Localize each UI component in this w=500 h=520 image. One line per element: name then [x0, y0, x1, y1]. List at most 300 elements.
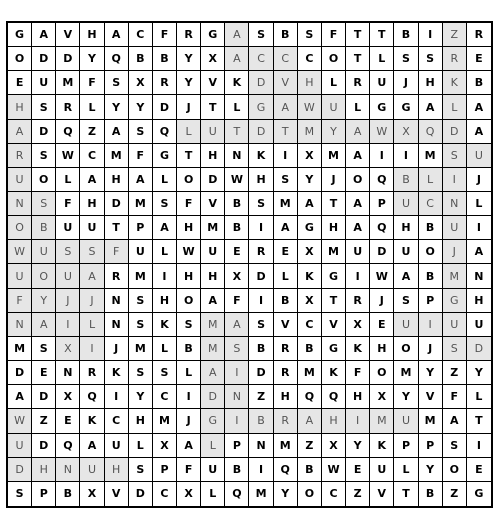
grid-cell[interactable]: S: [32, 337, 56, 361]
grid-cell[interactable]: E: [467, 47, 491, 71]
grid-cell[interactable]: E: [467, 458, 491, 482]
grid-cell[interactable]: Y: [177, 71, 201, 95]
grid-cell[interactable]: X: [298, 289, 322, 313]
grid-cell[interactable]: L: [225, 95, 249, 119]
grid-cell[interactable]: S: [8, 482, 32, 506]
grid-cell[interactable]: C: [298, 313, 322, 337]
grid-cell[interactable]: E: [274, 240, 298, 264]
grid-cell[interactable]: B: [298, 337, 322, 361]
grid-cell[interactable]: D: [201, 385, 225, 409]
grid-cell[interactable]: W: [8, 409, 32, 433]
grid-cell[interactable]: A: [105, 23, 129, 47]
grid-cell[interactable]: A: [274, 95, 298, 119]
grid-cell[interactable]: Z: [298, 434, 322, 458]
grid-cell[interactable]: A: [129, 168, 153, 192]
grid-cell[interactable]: R: [153, 71, 177, 95]
grid-cell[interactable]: O: [346, 168, 370, 192]
grid-cell[interactable]: H: [8, 95, 32, 119]
grid-cell[interactable]: X: [298, 240, 322, 264]
grid-cell[interactable]: B: [249, 409, 273, 433]
grid-cell[interactable]: I: [249, 289, 273, 313]
grid-cell[interactable]: U: [32, 71, 56, 95]
grid-cell[interactable]: V: [201, 71, 225, 95]
grid-cell[interactable]: K: [346, 337, 370, 361]
grid-cell[interactable]: E: [8, 71, 32, 95]
grid-cell[interactable]: A: [346, 120, 370, 144]
grid-cell[interactable]: P: [419, 289, 443, 313]
grid-cell[interactable]: S: [225, 337, 249, 361]
grid-cell[interactable]: F: [322, 23, 346, 47]
grid-cell[interactable]: J: [322, 168, 346, 192]
grid-cell[interactable]: N: [105, 289, 129, 313]
grid-cell[interactable]: B: [153, 47, 177, 71]
grid-cell[interactable]: D: [8, 458, 32, 482]
grid-cell[interactable]: Y: [394, 385, 418, 409]
grid-cell[interactable]: S: [153, 192, 177, 216]
grid-cell[interactable]: S: [129, 361, 153, 385]
grid-cell[interactable]: N: [249, 434, 273, 458]
grid-cell[interactable]: Z: [80, 120, 104, 144]
grid-cell[interactable]: H: [370, 337, 394, 361]
grid-cell[interactable]: A: [225, 47, 249, 71]
grid-cell[interactable]: U: [8, 168, 32, 192]
grid-cell[interactable]: R: [8, 144, 32, 168]
grid-cell[interactable]: Y: [80, 47, 104, 71]
grid-cell[interactable]: Z: [443, 482, 467, 506]
grid-cell[interactable]: U: [32, 240, 56, 264]
grid-cell[interactable]: S: [129, 458, 153, 482]
grid-cell[interactable]: O: [32, 264, 56, 288]
grid-cell[interactable]: T: [346, 23, 370, 47]
grid-cell[interactable]: I: [467, 434, 491, 458]
grid-cell[interactable]: G: [322, 264, 346, 288]
grid-cell[interactable]: M: [370, 409, 394, 433]
grid-cell[interactable]: Q: [370, 216, 394, 240]
grid-cell[interactable]: O: [419, 240, 443, 264]
grid-cell[interactable]: N: [8, 313, 32, 337]
grid-cell[interactable]: G: [249, 95, 273, 119]
grid-cell[interactable]: O: [32, 168, 56, 192]
grid-cell[interactable]: O: [443, 458, 467, 482]
grid-cell[interactable]: U: [467, 144, 491, 168]
grid-cell[interactable]: O: [322, 47, 346, 71]
grid-cell[interactable]: U: [322, 95, 346, 119]
grid-cell[interactable]: M: [419, 144, 443, 168]
grid-cell[interactable]: P: [394, 434, 418, 458]
grid-cell[interactable]: P: [129, 216, 153, 240]
grid-cell[interactable]: M: [153, 409, 177, 433]
grid-cell[interactable]: B: [467, 71, 491, 95]
grid-cell[interactable]: I: [346, 264, 370, 288]
grid-cell[interactable]: O: [8, 216, 32, 240]
grid-cell[interactable]: B: [225, 192, 249, 216]
grid-cell[interactable]: A: [443, 409, 467, 433]
grid-cell[interactable]: C: [105, 409, 129, 433]
grid-cell[interactable]: T: [201, 95, 225, 119]
grid-cell[interactable]: W: [322, 458, 346, 482]
grid-cell[interactable]: S: [394, 47, 418, 71]
grid-cell[interactable]: L: [177, 361, 201, 385]
grid-cell[interactable]: P: [225, 434, 249, 458]
grid-cell[interactable]: X: [322, 434, 346, 458]
grid-cell[interactable]: R: [346, 289, 370, 313]
grid-cell[interactable]: L: [80, 95, 104, 119]
grid-cell[interactable]: G: [8, 23, 32, 47]
grid-cell[interactable]: B: [32, 216, 56, 240]
grid-cell[interactable]: L: [153, 240, 177, 264]
grid-cell[interactable]: W: [298, 95, 322, 119]
grid-cell[interactable]: Q: [105, 47, 129, 71]
grid-cell[interactable]: O: [177, 168, 201, 192]
grid-cell[interactable]: O: [8, 47, 32, 71]
grid-cell[interactable]: I: [274, 144, 298, 168]
grid-cell[interactable]: U: [105, 434, 129, 458]
grid-cell[interactable]: L: [153, 168, 177, 192]
grid-cell[interactable]: D: [32, 120, 56, 144]
grid-cell[interactable]: M: [298, 120, 322, 144]
grid-cell[interactable]: M: [322, 144, 346, 168]
grid-cell[interactable]: D: [370, 240, 394, 264]
grid-cell[interactable]: N: [225, 385, 249, 409]
grid-cell[interactable]: O: [370, 361, 394, 385]
grid-cell[interactable]: N: [8, 192, 32, 216]
grid-cell[interactable]: X: [394, 120, 418, 144]
grid-cell[interactable]: L: [467, 385, 491, 409]
grid-cell[interactable]: K: [322, 361, 346, 385]
grid-cell[interactable]: M: [201, 216, 225, 240]
grid-cell[interactable]: U: [443, 216, 467, 240]
grid-cell[interactable]: T: [322, 192, 346, 216]
grid-cell[interactable]: W: [370, 120, 394, 144]
grid-cell[interactable]: M: [419, 409, 443, 433]
grid-cell[interactable]: B: [419, 216, 443, 240]
grid-cell[interactable]: R: [346, 71, 370, 95]
grid-cell[interactable]: E: [370, 313, 394, 337]
grid-cell[interactable]: Y: [129, 385, 153, 409]
grid-cell[interactable]: A: [80, 168, 104, 192]
grid-cell[interactable]: H: [153, 289, 177, 313]
grid-cell[interactable]: S: [105, 71, 129, 95]
grid-cell[interactable]: H: [129, 409, 153, 433]
grid-cell[interactable]: S: [274, 168, 298, 192]
grid-cell[interactable]: Q: [225, 482, 249, 506]
grid-cell[interactable]: L: [274, 264, 298, 288]
grid-cell[interactable]: I: [394, 144, 418, 168]
grid-cell[interactable]: U: [467, 313, 491, 337]
grid-cell[interactable]: J: [419, 337, 443, 361]
grid-cell[interactable]: X: [298, 144, 322, 168]
grid-cell[interactable]: U: [346, 240, 370, 264]
grid-cell[interactable]: B: [56, 482, 80, 506]
grid-cell[interactable]: U: [370, 458, 394, 482]
grid-cell[interactable]: G: [370, 95, 394, 119]
grid-cell[interactable]: A: [419, 95, 443, 119]
grid-cell[interactable]: O: [298, 482, 322, 506]
grid-cell[interactable]: B: [249, 337, 273, 361]
grid-cell[interactable]: A: [32, 313, 56, 337]
grid-cell[interactable]: Y: [177, 47, 201, 71]
grid-cell[interactable]: L: [467, 192, 491, 216]
grid-cell[interactable]: W: [177, 240, 201, 264]
grid-cell[interactable]: V: [56, 23, 80, 47]
grid-cell[interactable]: J: [394, 71, 418, 95]
grid-cell[interactable]: Y: [32, 289, 56, 313]
grid-cell[interactable]: X: [370, 385, 394, 409]
grid-cell[interactable]: S: [249, 192, 273, 216]
grid-cell[interactable]: Q: [370, 168, 394, 192]
grid-cell[interactable]: F: [105, 240, 129, 264]
grid-cell[interactable]: A: [394, 264, 418, 288]
grid-cell[interactable]: O: [394, 337, 418, 361]
grid-cell[interactable]: N: [56, 458, 80, 482]
grid-cell[interactable]: E: [32, 361, 56, 385]
grid-cell[interactable]: D: [32, 385, 56, 409]
grid-cell[interactable]: F: [177, 192, 201, 216]
grid-cell[interactable]: F: [346, 361, 370, 385]
grid-cell[interactable]: S: [443, 144, 467, 168]
grid-cell[interactable]: G: [322, 337, 346, 361]
grid-cell[interactable]: H: [105, 168, 129, 192]
grid-cell[interactable]: H: [177, 216, 201, 240]
grid-cell[interactable]: Y: [105, 95, 129, 119]
grid-cell[interactable]: B: [298, 458, 322, 482]
grid-cell[interactable]: I: [419, 313, 443, 337]
grid-cell[interactable]: M: [394, 361, 418, 385]
grid-cell[interactable]: I: [370, 144, 394, 168]
grid-cell[interactable]: I: [249, 216, 273, 240]
grid-cell[interactable]: S: [443, 434, 467, 458]
grid-cell[interactable]: S: [32, 95, 56, 119]
grid-cell[interactable]: S: [177, 313, 201, 337]
grid-cell[interactable]: D: [32, 47, 56, 71]
grid-cell[interactable]: M: [322, 240, 346, 264]
grid-cell[interactable]: T: [105, 216, 129, 240]
grid-cell[interactable]: N: [56, 361, 80, 385]
grid-cell[interactable]: V: [105, 482, 129, 506]
grid-cell[interactable]: W: [370, 264, 394, 288]
grid-cell[interactable]: B: [274, 289, 298, 313]
grid-cell[interactable]: B: [225, 458, 249, 482]
grid-cell[interactable]: K: [80, 409, 104, 433]
grid-cell[interactable]: A: [298, 409, 322, 433]
grid-cell[interactable]: A: [8, 120, 32, 144]
grid-cell[interactable]: I: [346, 409, 370, 433]
grid-cell[interactable]: V: [370, 482, 394, 506]
grid-cell[interactable]: L: [346, 95, 370, 119]
grid-cell[interactable]: I: [443, 168, 467, 192]
grid-cell[interactable]: X: [346, 313, 370, 337]
grid-cell[interactable]: Z: [443, 23, 467, 47]
grid-cell[interactable]: V: [274, 313, 298, 337]
grid-cell[interactable]: S: [249, 313, 273, 337]
grid-cell[interactable]: A: [298, 192, 322, 216]
grid-cell[interactable]: E: [346, 458, 370, 482]
grid-cell[interactable]: A: [80, 434, 104, 458]
grid-cell[interactable]: L: [370, 47, 394, 71]
grid-cell[interactable]: D: [249, 71, 273, 95]
grid-cell[interactable]: B: [274, 23, 298, 47]
grid-cell[interactable]: F: [153, 23, 177, 47]
grid-cell[interactable]: M: [298, 361, 322, 385]
grid-cell[interactable]: D: [8, 361, 32, 385]
grid-cell[interactable]: H: [322, 409, 346, 433]
grid-cell[interactable]: D: [32, 434, 56, 458]
grid-cell[interactable]: O: [177, 289, 201, 313]
grid-cell[interactable]: S: [80, 240, 104, 264]
grid-cell[interactable]: S: [298, 23, 322, 47]
grid-cell[interactable]: V: [419, 385, 443, 409]
grid-cell[interactable]: Q: [56, 120, 80, 144]
grid-cell[interactable]: I: [419, 23, 443, 47]
grid-cell[interactable]: R: [274, 409, 298, 433]
grid-cell[interactable]: H: [105, 458, 129, 482]
grid-cell[interactable]: L: [129, 434, 153, 458]
grid-cell[interactable]: A: [153, 216, 177, 240]
grid-cell[interactable]: W: [225, 168, 249, 192]
grid-cell[interactable]: Z: [443, 361, 467, 385]
grid-cell[interactable]: T: [467, 409, 491, 433]
grid-cell[interactable]: U: [201, 240, 225, 264]
grid-cell[interactable]: U: [129, 240, 153, 264]
grid-cell[interactable]: U: [394, 409, 418, 433]
grid-cell[interactable]: K: [225, 71, 249, 95]
grid-cell[interactable]: X: [56, 385, 80, 409]
grid-cell[interactable]: T: [225, 120, 249, 144]
grid-cell[interactable]: D: [467, 337, 491, 361]
grid-cell[interactable]: L: [177, 120, 201, 144]
grid-cell[interactable]: M: [56, 71, 80, 95]
grid-cell[interactable]: I: [249, 458, 273, 482]
grid-cell[interactable]: T: [322, 289, 346, 313]
grid-cell[interactable]: X: [177, 482, 201, 506]
grid-cell[interactable]: F: [177, 458, 201, 482]
grid-cell[interactable]: H: [177, 264, 201, 288]
grid-cell[interactable]: K: [105, 361, 129, 385]
grid-cell[interactable]: D: [249, 264, 273, 288]
grid-cell[interactable]: V: [201, 192, 225, 216]
grid-cell[interactable]: C: [153, 482, 177, 506]
grid-cell[interactable]: L: [322, 71, 346, 95]
grid-cell[interactable]: D: [201, 168, 225, 192]
grid-cell[interactable]: Z: [32, 409, 56, 433]
grid-cell[interactable]: F: [129, 144, 153, 168]
grid-cell[interactable]: J: [467, 168, 491, 192]
grid-cell[interactable]: A: [201, 289, 225, 313]
grid-cell[interactable]: X: [129, 71, 153, 95]
grid-cell[interactable]: T: [346, 47, 370, 71]
grid-cell[interactable]: Y: [298, 168, 322, 192]
grid-cell[interactable]: A: [8, 385, 32, 409]
grid-cell[interactable]: B: [129, 47, 153, 71]
grid-cell[interactable]: A: [225, 313, 249, 337]
grid-cell[interactable]: R: [80, 361, 104, 385]
grid-cell[interactable]: W: [8, 240, 32, 264]
grid-cell[interactable]: P: [370, 192, 394, 216]
grid-cell[interactable]: K: [443, 71, 467, 95]
grid-cell[interactable]: Y: [129, 95, 153, 119]
grid-cell[interactable]: G: [298, 216, 322, 240]
grid-cell[interactable]: S: [32, 144, 56, 168]
grid-cell[interactable]: I: [153, 264, 177, 288]
grid-cell[interactable]: D: [249, 120, 273, 144]
grid-cell[interactable]: F: [80, 71, 104, 95]
grid-cell[interactable]: U: [8, 434, 32, 458]
grid-cell[interactable]: L: [80, 313, 104, 337]
grid-cell[interactable]: N: [225, 144, 249, 168]
grid-cell[interactable]: B: [394, 168, 418, 192]
grid-cell[interactable]: G: [394, 95, 418, 119]
grid-cell[interactable]: C: [274, 47, 298, 71]
grid-cell[interactable]: C: [322, 482, 346, 506]
grid-cell[interactable]: X: [80, 482, 104, 506]
grid-cell[interactable]: M: [201, 313, 225, 337]
grid-cell[interactable]: V: [322, 313, 346, 337]
grid-cell[interactable]: I: [56, 313, 80, 337]
grid-cell[interactable]: U: [443, 313, 467, 337]
grid-cell[interactable]: C: [419, 192, 443, 216]
grid-cell[interactable]: U: [201, 120, 225, 144]
grid-cell[interactable]: A: [467, 95, 491, 119]
grid-cell[interactable]: I: [80, 337, 104, 361]
grid-cell[interactable]: A: [346, 216, 370, 240]
grid-cell[interactable]: Y: [274, 482, 298, 506]
grid-cell[interactable]: F: [56, 192, 80, 216]
grid-cell[interactable]: C: [129, 23, 153, 47]
grid-cell[interactable]: T: [370, 23, 394, 47]
grid-cell[interactable]: U: [56, 216, 80, 240]
grid-cell[interactable]: I: [177, 385, 201, 409]
grid-cell[interactable]: U: [8, 264, 32, 288]
grid-cell[interactable]: Q: [80, 385, 104, 409]
grid-cell[interactable]: W: [56, 144, 80, 168]
grid-cell[interactable]: P: [32, 482, 56, 506]
grid-cell[interactable]: H: [80, 23, 104, 47]
grid-cell[interactable]: A: [177, 434, 201, 458]
grid-cell[interactable]: E: [56, 409, 80, 433]
grid-cell[interactable]: Q: [153, 120, 177, 144]
grid-cell[interactable]: B: [419, 264, 443, 288]
grid-cell[interactable]: A: [80, 264, 104, 288]
grid-cell[interactable]: H: [419, 71, 443, 95]
grid-cell[interactable]: H: [298, 71, 322, 95]
grid-cell[interactable]: G: [443, 289, 467, 313]
grid-cell[interactable]: Q: [419, 120, 443, 144]
grid-cell[interactable]: U: [370, 71, 394, 95]
grid-cell[interactable]: U: [80, 216, 104, 240]
grid-cell[interactable]: U: [201, 458, 225, 482]
grid-cell[interactable]: T: [394, 482, 418, 506]
grid-cell[interactable]: G: [153, 144, 177, 168]
grid-cell[interactable]: L: [201, 482, 225, 506]
grid-cell[interactable]: Q: [298, 385, 322, 409]
grid-cell[interactable]: J: [105, 337, 129, 361]
grid-cell[interactable]: R: [177, 23, 201, 47]
grid-cell[interactable]: H: [322, 216, 346, 240]
grid-cell[interactable]: L: [419, 168, 443, 192]
grid-cell[interactable]: G: [201, 23, 225, 47]
grid-cell[interactable]: Y: [346, 434, 370, 458]
grid-cell[interactable]: X: [225, 264, 249, 288]
grid-cell[interactable]: M: [274, 434, 298, 458]
grid-cell[interactable]: A: [467, 120, 491, 144]
grid-cell[interactable]: R: [274, 337, 298, 361]
grid-cell[interactable]: E: [225, 240, 249, 264]
grid-cell[interactable]: U: [56, 264, 80, 288]
grid-cell[interactable]: A: [274, 216, 298, 240]
grid-cell[interactable]: A: [346, 144, 370, 168]
grid-cell[interactable]: F: [225, 289, 249, 313]
grid-cell[interactable]: X: [56, 337, 80, 361]
